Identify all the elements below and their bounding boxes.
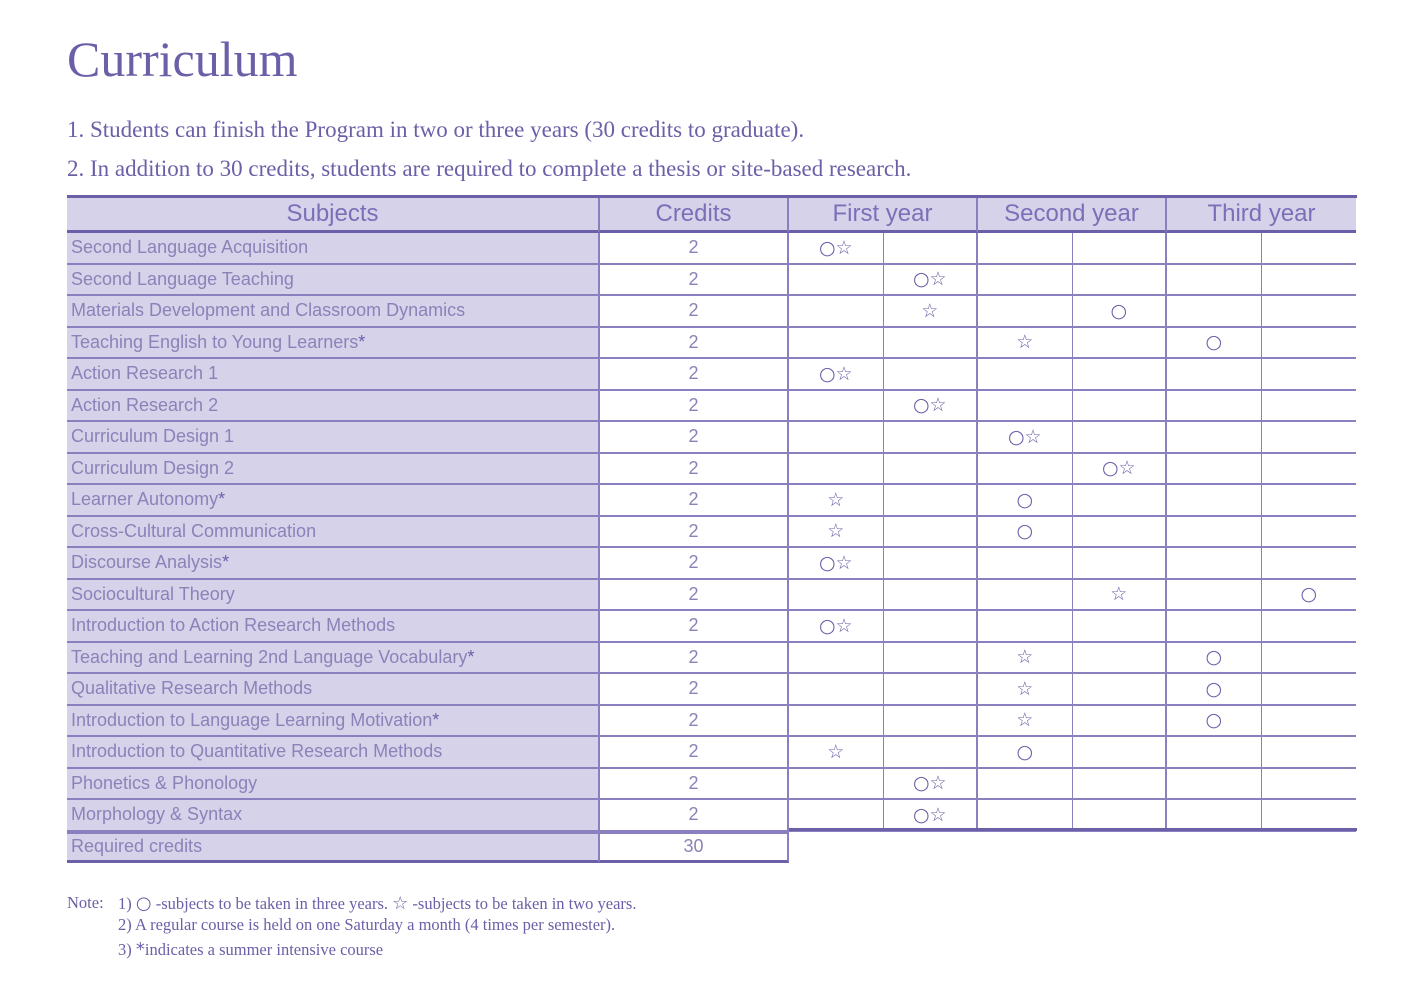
credits-cell: 2: [598, 359, 789, 391]
table-row: [67, 391, 1356, 423]
schedule-cell-third-year-b: [1262, 454, 1357, 486]
schedule-cell-second-year-b: [1073, 674, 1168, 706]
credits-cell: 2: [598, 422, 789, 454]
table-row: [67, 769, 1356, 801]
schedule-cell-third-year-b: [1262, 517, 1357, 549]
schedule-cell-second-year-a: [978, 580, 1073, 612]
credits-cell: 2: [598, 643, 789, 675]
note-label: Note:: [67, 893, 104, 912]
schedule-cell-third-year-a: [1167, 296, 1262, 328]
schedule-cell-third-year-b: [1262, 548, 1357, 580]
schedule-cell-third-year-a: ○: [1167, 674, 1262, 706]
schedule-cell-second-year-b: [1073, 422, 1168, 454]
table-row: [67, 643, 1356, 675]
schedule-cell-second-year-b: [1073, 265, 1168, 297]
schedule-cell-second-year-b: [1073, 737, 1168, 769]
schedule-cell-third-year-b: [1262, 422, 1357, 454]
credits-cell: 2: [598, 517, 789, 549]
schedule-cell-third-year-a: [1167, 548, 1262, 580]
schedule-cell-first-year-b: ○☆: [884, 769, 979, 801]
schedule-cell-second-year-b: ○: [1073, 296, 1168, 328]
required-credits-value: 30: [598, 832, 789, 864]
schedule-cell-first-year-b: [884, 233, 979, 265]
subject-name: Curriculum Design 2: [71, 457, 235, 478]
schedule-cell-third-year-a: [1167, 737, 1262, 769]
subject-cell: [67, 391, 598, 423]
schedule-cell-first-year-b: [884, 359, 979, 391]
schedule-cell-second-year-b: [1073, 548, 1168, 580]
required-credits-row: [67, 832, 789, 864]
schedule-cell-first-year-a: ○☆: [789, 233, 884, 265]
schedule-cell-third-year-a: [1167, 580, 1262, 612]
schedule-cell-third-year-b: [1262, 769, 1357, 801]
schedule-cell-second-year-b: [1073, 233, 1168, 265]
note-1: [118, 893, 636, 914]
table-row: [67, 800, 1356, 832]
subject-name: Sociocultural Theory: [71, 583, 235, 604]
schedule-cell-third-year-b: [1262, 265, 1357, 297]
subject-cell: [67, 706, 598, 738]
subject-cell: [67, 422, 598, 454]
schedule-cell-second-year-b: [1073, 706, 1168, 738]
schedule-cell-second-year-a: ☆: [978, 706, 1073, 738]
schedule-cell-first-year-b: [884, 548, 979, 580]
note-2: 2) A regular course is held on one Saturday a month (4 times per semester).: [118, 915, 616, 934]
subject-cell: [67, 517, 598, 549]
schedule-cell-second-year-a: ☆: [978, 328, 1073, 360]
schedule-cell-second-year-a: [978, 548, 1073, 580]
schedule-cell-second-year-a: ☆: [978, 674, 1073, 706]
schedule-cell-third-year-a: [1167, 265, 1262, 297]
schedule-cell-third-year-b: [1262, 391, 1357, 423]
schedule-cell-first-year-a: ☆: [789, 517, 884, 549]
schedule-cell-second-year-b: ☆: [1073, 580, 1168, 612]
credits-cell: 2: [598, 296, 789, 328]
note-3: [118, 939, 383, 960]
schedule-cell-third-year-b: [1262, 328, 1357, 360]
schedule-cell-second-year-a: ○: [978, 517, 1073, 549]
subject-cell: [67, 296, 598, 328]
subject-name: Action Research 1: [71, 363, 219, 384]
schedule-cell-third-year-a: [1167, 485, 1262, 517]
schedule-cell-third-year-a: [1167, 422, 1262, 454]
schedule-cell-second-year-a: [978, 769, 1073, 801]
schedule-cell-third-year-b: [1262, 359, 1357, 391]
schedule-cell-first-year-a: ○☆: [789, 359, 884, 391]
subject-name: Action Research 2: [71, 394, 219, 415]
table-row: [67, 233, 1356, 265]
subject-name: Phonetics & Phonology: [71, 772, 258, 793]
asterisk-icon: *: [222, 552, 230, 573]
schedule-cell-third-year-b: [1262, 233, 1357, 265]
schedule-cell-first-year-b: [884, 706, 979, 738]
schedule-cell-first-year-a: [789, 328, 884, 360]
schedule-cell-third-year-b: [1262, 674, 1357, 706]
table-row: [67, 548, 1356, 580]
credits-cell: 2: [598, 454, 789, 486]
schedule-cell-first-year-b: [884, 643, 979, 675]
schedule-cell-third-year-a: [1167, 769, 1262, 801]
credits-cell: 2: [598, 769, 789, 801]
note-3-text: indicates a summer intensive course: [144, 940, 384, 959]
subject-cell: [67, 359, 598, 391]
header-third-year: Third year: [1167, 198, 1356, 233]
subject-name: Qualitative Research Methods: [71, 678, 313, 699]
subject-cell: [67, 454, 598, 486]
schedule-cell-second-year-a: ☆: [978, 643, 1073, 675]
schedule-cell-third-year-b: [1262, 296, 1357, 328]
schedule-cell-first-year-b: [884, 517, 979, 549]
table-row: [67, 674, 1356, 706]
credits-cell: 2: [598, 265, 789, 297]
schedule-cell-third-year-a: [1167, 517, 1262, 549]
schedule-cell-third-year-b: ○: [1262, 580, 1357, 612]
subject-name: Teaching and Learning 2nd Language Vocabulary: [71, 646, 468, 667]
schedule-cell-second-year-a: [978, 296, 1073, 328]
note-3-number: 3): [118, 940, 132, 959]
schedule-cell-second-year-a: [978, 265, 1073, 297]
schedule-cell-second-year-a: [978, 391, 1073, 423]
schedule-cell-first-year-b: ○☆: [884, 391, 979, 423]
subject-cell: [67, 233, 598, 265]
schedule-cell-second-year-a: [978, 800, 1073, 832]
schedule-cell-first-year-a: [789, 391, 884, 423]
table-row: [67, 706, 1356, 738]
credits-cell: 2: [598, 674, 789, 706]
schedule-cell-first-year-a: [789, 454, 884, 486]
subject-cell: [67, 674, 598, 706]
schedule-cell-second-year-a: [978, 611, 1073, 643]
star-icon: ☆: [392, 893, 409, 914]
schedule-cell-second-year-a: ○: [978, 737, 1073, 769]
subject-name: Discourse Analysis: [71, 552, 223, 573]
schedule-cell-third-year-a: ○: [1167, 328, 1262, 360]
schedule-cell-third-year-b: [1262, 800, 1357, 832]
schedule-cell-first-year-b: [884, 580, 979, 612]
schedule-cell-second-year-b: [1073, 485, 1168, 517]
table-row: [67, 485, 1356, 517]
schedule-cell-third-year-a: [1167, 611, 1262, 643]
schedule-cell-first-year-a: [789, 769, 884, 801]
subject-cell: [67, 737, 598, 769]
schedule-cell-second-year-a: [978, 233, 1073, 265]
circle-icon: ○: [135, 893, 152, 914]
subject-cell: [67, 548, 598, 580]
schedule-cell-first-year-b: ☆: [884, 296, 979, 328]
table-row: [67, 454, 1356, 486]
note-1-circle-text: -subjects to be taken in three years.: [155, 894, 389, 913]
schedule-cell-third-year-a: [1167, 454, 1262, 486]
credits-cell: 2: [598, 611, 789, 643]
schedule-cell-second-year-a: [978, 359, 1073, 391]
subject-name: Introduction to Action Research Methods: [71, 615, 396, 636]
schedule-cell-first-year-b: [884, 422, 979, 454]
header-first-year: First year: [789, 198, 978, 233]
schedule-cell-third-year-b: [1262, 611, 1357, 643]
note-1-number: 1): [118, 894, 132, 913]
table-row: [67, 737, 1356, 769]
schedule-cell-second-year-b: ○☆: [1073, 454, 1168, 486]
schedule-cell-third-year-a: ○: [1167, 706, 1262, 738]
credits-cell: 2: [598, 737, 789, 769]
subject-name: Second Language Teaching: [71, 268, 294, 289]
credits-cell: 2: [598, 391, 789, 423]
table-row: [67, 359, 1356, 391]
schedule-cell-first-year-b: [884, 737, 979, 769]
schedule-cell-second-year-a: [978, 454, 1073, 486]
note-1-star-text: -subjects to be taken in two years.: [412, 894, 637, 913]
schedule-cell-second-year-a: ○☆: [978, 422, 1073, 454]
schedule-cell-third-year-a: [1167, 359, 1262, 391]
schedule-cell-second-year-b: [1073, 517, 1168, 549]
subject-cell: [67, 800, 598, 832]
subject-name: Cross-Cultural Communication: [71, 520, 317, 541]
schedule-cell-second-year-a: ○: [978, 485, 1073, 517]
schedule-cell-first-year-b: [884, 485, 979, 517]
credits-cell: 2: [598, 233, 789, 265]
schedule-cell-first-year-b: [884, 611, 979, 643]
schedule-cell-third-year-a: [1167, 391, 1262, 423]
schedule-cell-first-year-a: [789, 265, 884, 297]
schedule-cell-first-year-a: [789, 674, 884, 706]
table-row: [67, 422, 1356, 454]
required-credits-label: Required credits: [67, 832, 598, 864]
schedule-cell-second-year-b: [1073, 643, 1168, 675]
schedule-cell-second-year-b: [1073, 769, 1168, 801]
table-row: [67, 328, 1356, 360]
subject-cell: [67, 265, 598, 297]
schedule-cell-first-year-a: ☆: [789, 737, 884, 769]
schedule-cell-third-year-a: ○: [1167, 643, 1262, 675]
schedule-cell-third-year-a: [1167, 800, 1262, 832]
asterisk-icon: *: [218, 489, 226, 510]
subject-name: Introduction to Quantitative Research Methods: [71, 741, 443, 762]
asterisk-icon: *: [432, 709, 440, 730]
intro-line-1: 1. Students can finish the Program in two or three years (30 credits to graduate).: [67, 117, 805, 142]
credits-cell: 2: [598, 800, 789, 832]
schedule-cell-first-year-a: [789, 580, 884, 612]
credits-cell: 2: [598, 548, 789, 580]
subject-cell: [67, 580, 598, 612]
schedule-cell-second-year-b: [1073, 391, 1168, 423]
schedule-cell-first-year-a: [789, 800, 884, 832]
subject-cell: [67, 328, 598, 360]
schedule-cell-first-year-a: [789, 422, 884, 454]
asterisk-icon: *: [358, 331, 366, 352]
page-title: Curriculum: [67, 31, 298, 87]
subject-cell: [67, 485, 598, 517]
schedule-cell-first-year-a: [789, 296, 884, 328]
schedule-cell-third-year-b: [1262, 737, 1357, 769]
credits-cell: 2: [598, 580, 789, 612]
schedule-cell-third-year-b: [1262, 706, 1357, 738]
schedule-cell-first-year-a: ○☆: [789, 611, 884, 643]
subject-name: Materials Development and Classroom Dynamics: [71, 300, 466, 321]
subject-name: Curriculum Design 1: [71, 426, 235, 447]
schedule-cell-second-year-b: [1073, 611, 1168, 643]
schedule-cell-first-year-a: ☆: [789, 485, 884, 517]
table-bottom-rule: [789, 828, 1357, 831]
table-header-row: [67, 198, 1356, 233]
schedule-cell-first-year-a: [789, 706, 884, 738]
schedule-cell-first-year-b: ○☆: [884, 800, 979, 832]
schedule-cell-first-year-b: [884, 674, 979, 706]
subject-cell: [67, 611, 598, 643]
table-row: [67, 580, 1356, 612]
subject-name: Introduction to Language Learning Motivation: [71, 709, 433, 730]
schedule-cell-third-year-b: [1262, 643, 1357, 675]
asterisk-icon: *: [135, 939, 145, 960]
intro-line-2: 2. In addition to 30 credits, students are required to complete a thesis or site-based research.: [67, 156, 912, 181]
table-row: [67, 265, 1356, 297]
table-row: [67, 517, 1356, 549]
asterisk-icon: *: [467, 646, 475, 667]
credits-cell: 2: [598, 706, 789, 738]
header-subjects: Subjects: [67, 198, 598, 233]
credits-cell: 2: [598, 485, 789, 517]
schedule-cell-third-year-b: [1262, 485, 1357, 517]
subject-name: Second Language Acquisition: [71, 237, 309, 258]
schedule-cell-first-year-b: [884, 328, 979, 360]
schedule-cell-first-year-b: ○☆: [884, 265, 979, 297]
subject-name: Learner Autonomy: [71, 489, 219, 510]
schedule-cell-first-year-a: ○☆: [789, 548, 884, 580]
schedule-cell-second-year-b: [1073, 800, 1168, 832]
table-row: [67, 296, 1356, 328]
schedule-cell-second-year-b: [1073, 359, 1168, 391]
subject-cell: [67, 643, 598, 675]
schedule-cell-first-year-b: [884, 454, 979, 486]
subject-name: Morphology & Syntax: [71, 804, 243, 825]
credits-cell: 2: [598, 328, 789, 360]
subject-cell: [67, 769, 598, 801]
header-second-year: Second year: [978, 198, 1167, 233]
table-row: [67, 611, 1356, 643]
subject-name: Teaching English to Young Learners: [71, 331, 359, 352]
schedule-cell-second-year-b: [1073, 328, 1168, 360]
schedule-cell-third-year-a: [1167, 233, 1262, 265]
schedule-cell-first-year-a: [789, 643, 884, 675]
header-credits: Credits: [598, 198, 789, 233]
